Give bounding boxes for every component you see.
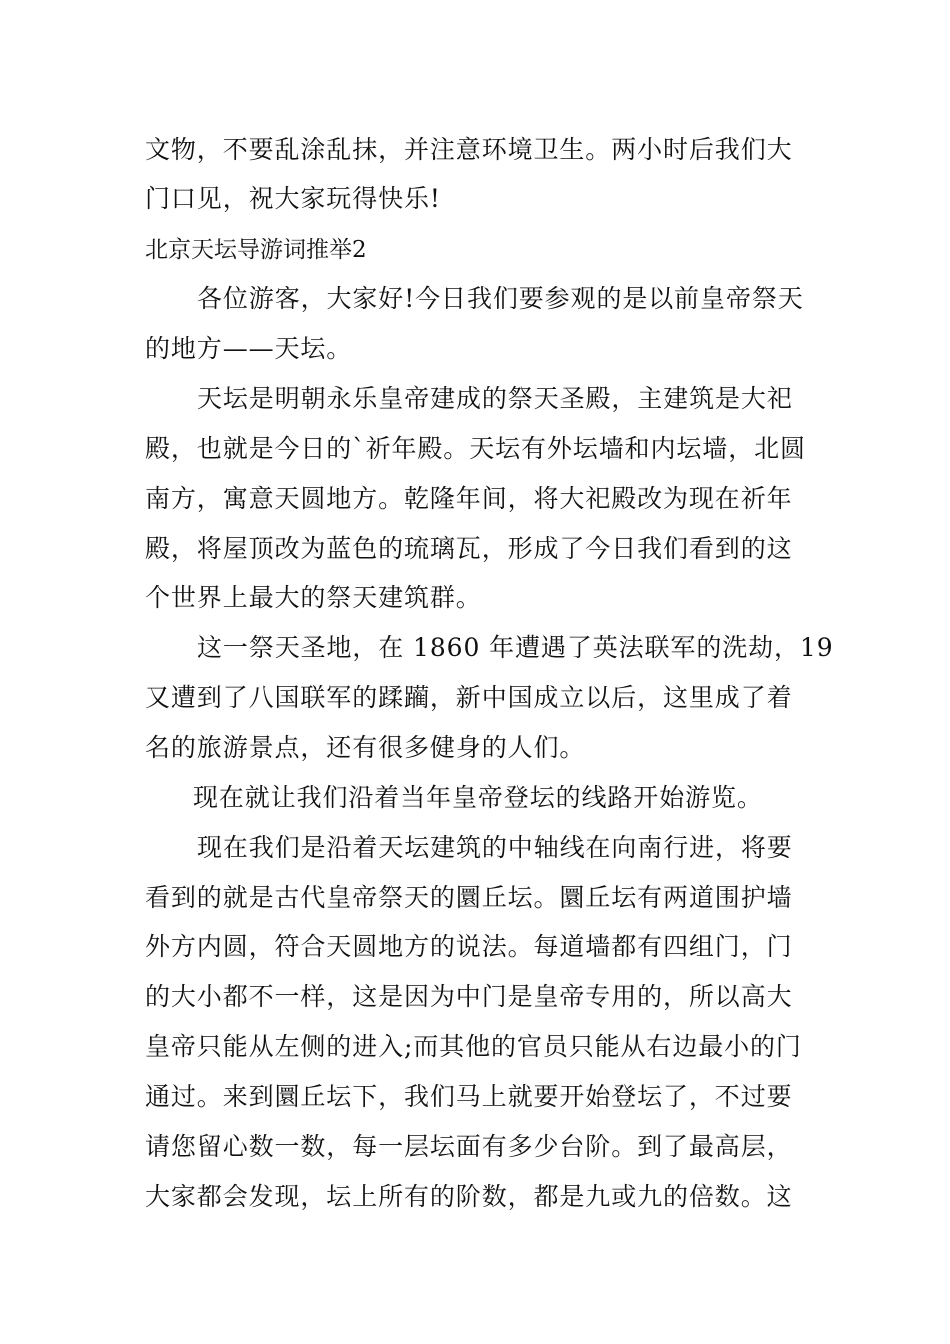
text-line: 殿，也就是今日的`祈年殿。天坛有外坛墙和内坛墙，北圆 [145,434,806,463]
text-line: 各位游客，大家好!今日我们要参观的是以前皇帝祭天 [197,284,804,313]
text-line: 殿，将屋顶改为蓝色的琉璃瓦，形成了今日我们看到的这 [145,534,793,563]
text-line: 个世界上最大的祭天建筑群。 [145,583,482,612]
text-line: 大家都会发现，坛上所有的阶数，都是九或九的倍数。这 [145,1182,793,1211]
text-line: 现在就让我们沿着当年皇帝登坛的线路开始游览。 [193,783,763,812]
text-line: 皇帝只能从左侧的进入;而其他的官员只能从右边最小的门 [145,1032,802,1061]
text-line: 名的旅游景点，还有很多健身的人们。 [145,733,586,762]
text-line: 又遭到了八国联军的蹂躏，新中国成立以后，这里成了着 [145,683,793,712]
text-line: 南方，寓意天圆地方。乾隆年间，将大祀殿改为现在祈年 [145,484,793,513]
text-line: 请您留心数一数，每一层坛面有多少台阶。到了最高层， [145,1132,793,1161]
text-line: 的地方——天坛。 [145,334,353,363]
text-line: 这一祭天圣地，在 1860 年遭遇了英法联军的洗劫，19 [197,633,834,662]
text-line: 天坛是明朝永乐皇帝建成的祭天圣殿，主建筑是大祀 [197,384,793,413]
text-line: 看到的就是古代皇帝祭天的圜丘坛。圜丘坛有两道围护墙 [145,883,793,912]
text-line: 门口见，祝大家玩得快乐! [145,184,441,213]
text-line: 文物，不要乱涂乱抹，并注意环境卫生。两小时后我们大 [145,135,793,164]
text-line: 现在我们是沿着天坛建筑的中轴线在向南行进，将要 [197,833,793,862]
section-heading: 北京天坛导游词推举2 [145,237,367,263]
text-line: 通过。来到圜丘坛下，我们马上就要开始登坛了，不过要 [145,1082,793,1111]
text-line: 的大小都不一样，这是因为中门是皇帝专用的，所以高大 [145,982,793,1011]
text-line: 外方内圆，符合天圆地方的说法。每道墙都有四组门，门 [145,932,793,961]
